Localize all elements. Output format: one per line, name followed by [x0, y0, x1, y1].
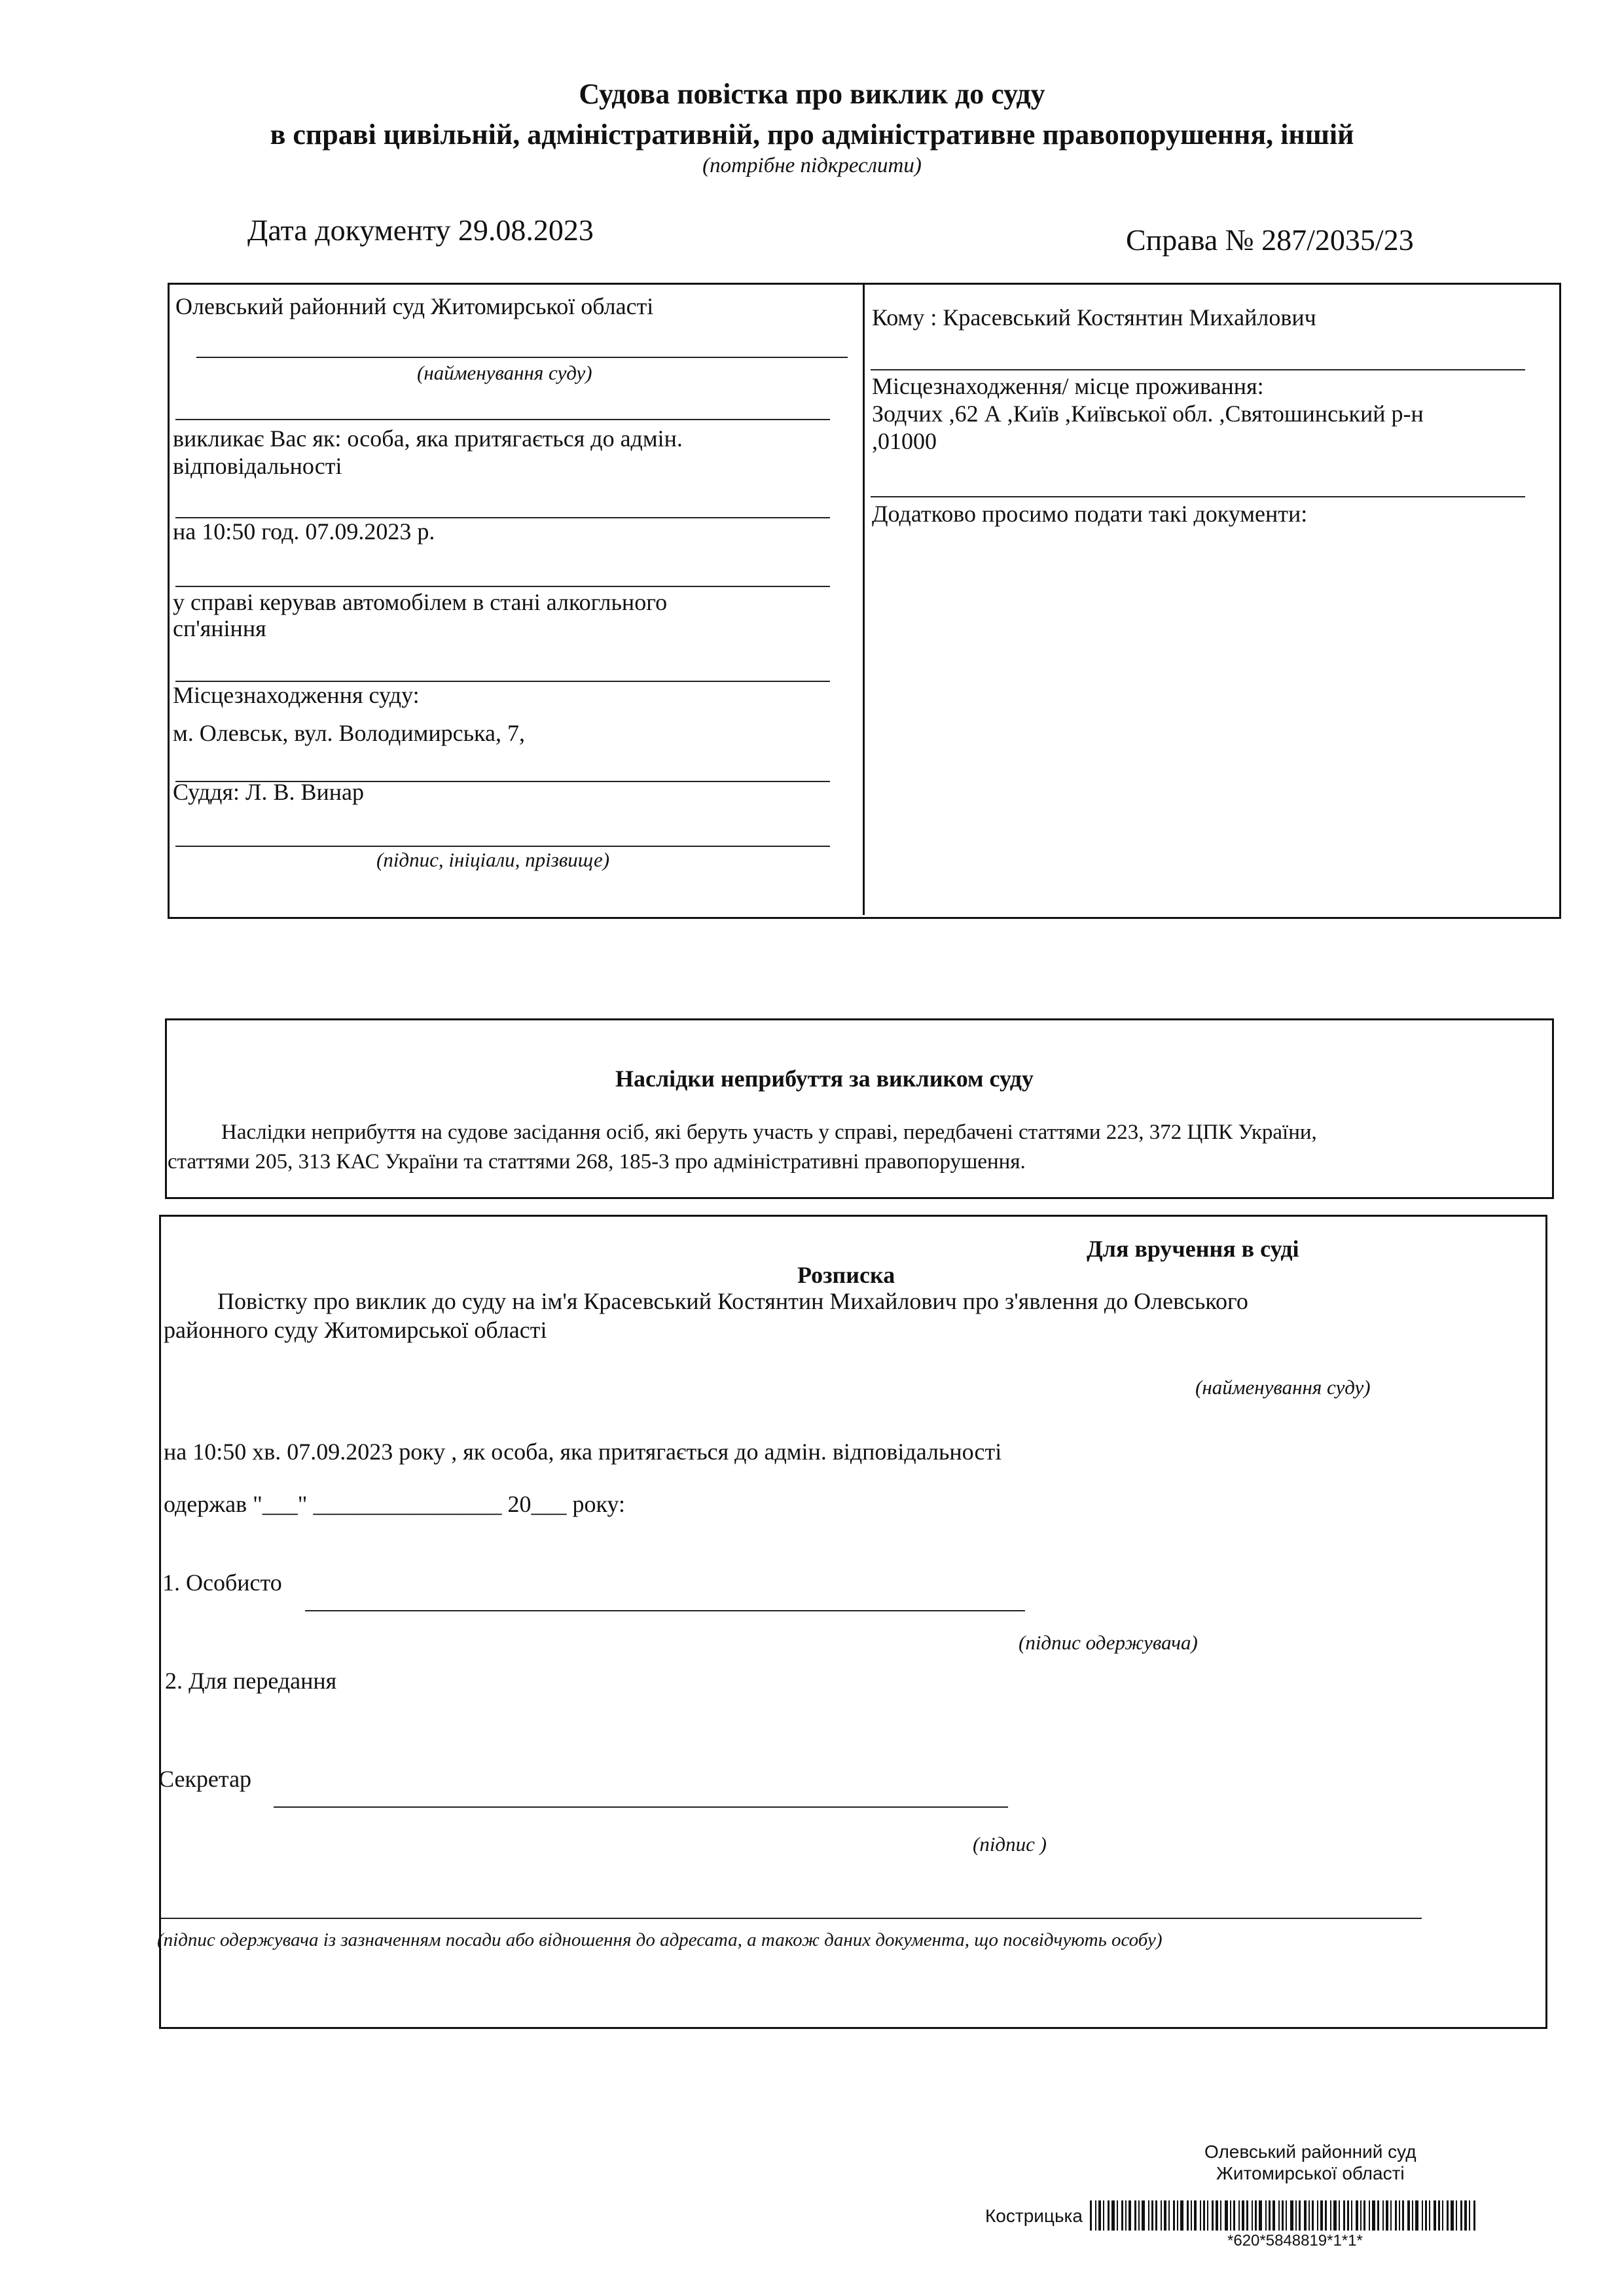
barcode-bar [1212, 2200, 1214, 2231]
court-location-label: Місцезнаходження суду: [173, 682, 420, 708]
barcode-bar [1377, 2200, 1379, 2231]
barcode-bar [1134, 2200, 1136, 2231]
barcode-bar [1230, 2200, 1231, 2231]
barcode-bar [1363, 2200, 1365, 2231]
barcode-bar [1473, 2200, 1475, 2231]
receipt-line2: районного суду Житомирської області [164, 1317, 547, 1343]
recipient-signature-line [305, 1610, 1025, 1611]
barcode-bar [1425, 2200, 1427, 2231]
barcode-bar [1325, 2200, 1327, 2231]
receipt-time-line: на 10:50 хв. 07.09.2023 року , як особа, яка притягається до адмін. відповідальності [164, 1439, 1002, 1465]
barcode-bar [1312, 2200, 1314, 2231]
consequences-text-line1: Наслідки неприбуття на судове засідання осіб, які беруть участь у справі, передбачені статтями 223, 372 ЦПК України, [221, 1121, 1317, 1144]
barcode-bar [1255, 2200, 1257, 2231]
barcode-bar [1295, 2200, 1297, 2231]
barcode-text: *620*5848819*1*1* [1227, 2232, 1363, 2250]
barcode-bar [1164, 2200, 1166, 2231]
judge-name: Суддя: Л. В. Винар [173, 779, 364, 805]
barcode-bar [1259, 2200, 1262, 2231]
barcode-bar [1216, 2200, 1218, 2231]
barcode-bar [1386, 2200, 1388, 2231]
address-label: Місцезнаходження/ місце проживання: [872, 373, 1264, 399]
barcode-bar [1282, 2200, 1284, 2231]
case-subject-line2: сп'яніння [173, 615, 266, 641]
barcode-bar [1220, 2200, 1221, 2231]
barcode-bar [1246, 2200, 1248, 2231]
right-separator-1 [871, 369, 1525, 370]
appearance-time: на 10:50 год. 07.09.2023 р. [173, 518, 435, 545]
title-note: (потрібне підкреслити) [702, 154, 922, 177]
summons-divider [863, 283, 865, 915]
address-line1: Зодчих ,62 А ,Київ ,Київської обл. ,Святошинський р-н [872, 401, 1424, 427]
barcode-bar [1438, 2200, 1440, 2231]
judge-signature-caption: (підпис, ініціали, прізвище) [376, 848, 610, 871]
barcode-bar [1148, 2200, 1149, 2231]
case-number [1126, 223, 1414, 257]
barcode-bar [1278, 2200, 1280, 2231]
court-name: Олевський районний суд Житомирської області [175, 293, 654, 319]
receipt-title: Розписка [797, 1262, 895, 1288]
barcode-bar [1369, 2200, 1370, 2231]
barcode-bar [1203, 2200, 1205, 2231]
barcode-bar [1399, 2200, 1400, 2231]
barcode-bar [1168, 2200, 1170, 2231]
court-name-caption: (найменування суду) [417, 361, 592, 384]
recipient-signature-caption: (підпис одержувача) [1019, 1631, 1198, 1654]
secretary-signature-line [274, 1806, 1008, 1808]
barcode-bar [1252, 2200, 1253, 2231]
bottom-signature-line [161, 1918, 1422, 1919]
barcode-bar [1200, 2200, 1201, 2231]
barcode-bar [1098, 2200, 1101, 2231]
document-subtitle: в справі цивільній, адміністративній, про адміністративне правопорушення, іншій [270, 118, 1354, 151]
barcode-bar [1095, 2200, 1096, 2231]
case-subject-line1: у справі керував автомобілем в стані алкогльного [173, 589, 668, 615]
barcode-bar [1372, 2200, 1375, 2231]
barcode-bar [1347, 2200, 1349, 2231]
recipient-name: Кому : Красевський Костянтин Михайлович [872, 304, 1316, 331]
barcode-bar [1242, 2200, 1244, 2231]
right-separator-2 [871, 496, 1525, 497]
separator-3 [175, 586, 830, 587]
barcode-bar [1151, 2200, 1153, 2231]
barcode-bar [1269, 2200, 1271, 2231]
document-date [247, 213, 594, 247]
barcode-bar [1451, 2200, 1454, 2231]
secretary-label: Секретар [158, 1766, 252, 1792]
barcode-bar [1308, 2200, 1310, 2231]
barcode-bar [1290, 2200, 1293, 2231]
receipt-line1: Повістку про виклик до суду на ім'я Красевський Костянтин Михайлович про з'явлення до Олевського [217, 1288, 1248, 1314]
barcode-bar [1225, 2200, 1228, 2231]
barcode-bar [1286, 2200, 1287, 2231]
barcode-bar [1402, 2200, 1404, 2231]
barcode-bar [1125, 2200, 1127, 2231]
barcode-bar [1194, 2200, 1197, 2231]
barcode-bar [1233, 2200, 1235, 2231]
address-line2: ,01000 [872, 428, 937, 454]
barcode-bar [1390, 2200, 1392, 2231]
case-number-label: Справа № [1126, 223, 1254, 257]
barcode-bar [1177, 2200, 1178, 2231]
barcode-bar [1356, 2200, 1358, 2231]
barcode-bar [1111, 2200, 1115, 2231]
barcode-bar [1142, 2200, 1145, 2231]
barcode-bar [1412, 2200, 1413, 2231]
judge-signature-line [175, 846, 830, 847]
received-date-line: одержав "___" ________________ 20___ року: [164, 1491, 626, 1517]
barcode-bar [1155, 2200, 1157, 2231]
barcode-bar [1187, 2200, 1189, 2231]
barcode-bar [1272, 2200, 1275, 2231]
barcode [1090, 2200, 1548, 2231]
barcode-bar [1207, 2200, 1208, 2231]
court-stamp-line2: Житомирської області [1216, 2163, 1405, 2183]
barcode-bar [1434, 2200, 1436, 2231]
barcode-bar [1382, 2200, 1384, 2231]
summoned-as-line1: викликає Вас як: особа, яка притягається до адмін. [173, 425, 683, 452]
case-number-value: 287/2035/23 [1261, 223, 1414, 257]
barcode-bar [1415, 2200, 1418, 2231]
consequences-text-line2: статтями 205, 313 КАС України та статтями 268, 185-3 про адміністративні правопорушення. [168, 1150, 1026, 1174]
court-name-line [196, 357, 848, 358]
barcode-bar [1469, 2200, 1470, 2231]
consequences-title: Наслідки неприбуття за викликом суду [615, 1066, 1034, 1092]
barcode-bar [1429, 2200, 1430, 2231]
barcode-bar [1320, 2200, 1323, 2231]
court-stamp-line1: Олевський районний суд [1204, 2142, 1416, 2162]
barcode-bar [1456, 2200, 1457, 2231]
barcode-bar [1442, 2200, 1443, 2231]
personally-label: 1. Особисто [162, 1570, 282, 1596]
barcode-bar [1238, 2200, 1240, 2231]
barcode-bar [1138, 2200, 1140, 2231]
separator-1 [175, 419, 830, 420]
barcode-bar [1121, 2200, 1123, 2231]
summoned-as-line2: відповідальності [173, 453, 342, 479]
barcode-bar [1103, 2200, 1104, 2231]
barcode-bar [1161, 2200, 1162, 2231]
barcode-bar [1317, 2200, 1318, 2231]
barcode-bar [1407, 2200, 1410, 2231]
barcode-bar [1330, 2200, 1331, 2231]
clerk-name: Кострицька [985, 2206, 1083, 2226]
secretary-signature-caption: (підпис ) [973, 1833, 1047, 1856]
barcode-bar [1464, 2200, 1467, 2231]
barcode-bar [1173, 2200, 1175, 2231]
document-title: Судова повістка про виклик до суду [579, 78, 1045, 110]
barcode-bar [1090, 2200, 1092, 2231]
document-date-label: Дата документу [247, 213, 451, 247]
court-location: м. Олевськ, вул. Володимирська, 7, [173, 720, 525, 746]
barcode-bar [1265, 2200, 1267, 2231]
document-date-value: 29.08.2023 [458, 213, 594, 247]
barcode-bar [1351, 2200, 1352, 2231]
barcode-bar [1299, 2200, 1301, 2231]
barcode-bar [1422, 2200, 1423, 2231]
barcode-bar [1180, 2200, 1183, 2231]
barcode-bar [1447, 2200, 1449, 2231]
delivery-note: Для вручення в суді [1087, 1236, 1299, 1262]
barcode-bar [1343, 2200, 1345, 2231]
for-transfer-label: 2. Для передання [165, 1668, 337, 1694]
barcode-bar [1304, 2200, 1307, 2231]
barcode-bar [1108, 2200, 1110, 2231]
barcode-bar [1395, 2200, 1397, 2231]
extra-documents-label: Додатково просимо подати такі документи: [872, 501, 1308, 527]
barcode-bar [1128, 2200, 1131, 2231]
barcode-bar [1460, 2200, 1462, 2231]
barcode-bar [1191, 2200, 1192, 2231]
barcode-bar [1339, 2200, 1340, 2231]
bottom-caption: (підпис одержувача із зазначенням посади або відношення до адресата, а також даних документа, що посвідчують особу) [157, 1929, 1163, 1950]
barcode-bar [1360, 2200, 1362, 2231]
barcode-bar [1333, 2200, 1337, 2231]
receipt-court-caption: (найменування суду) [1195, 1376, 1371, 1399]
barcode-bar [1117, 2200, 1118, 2231]
